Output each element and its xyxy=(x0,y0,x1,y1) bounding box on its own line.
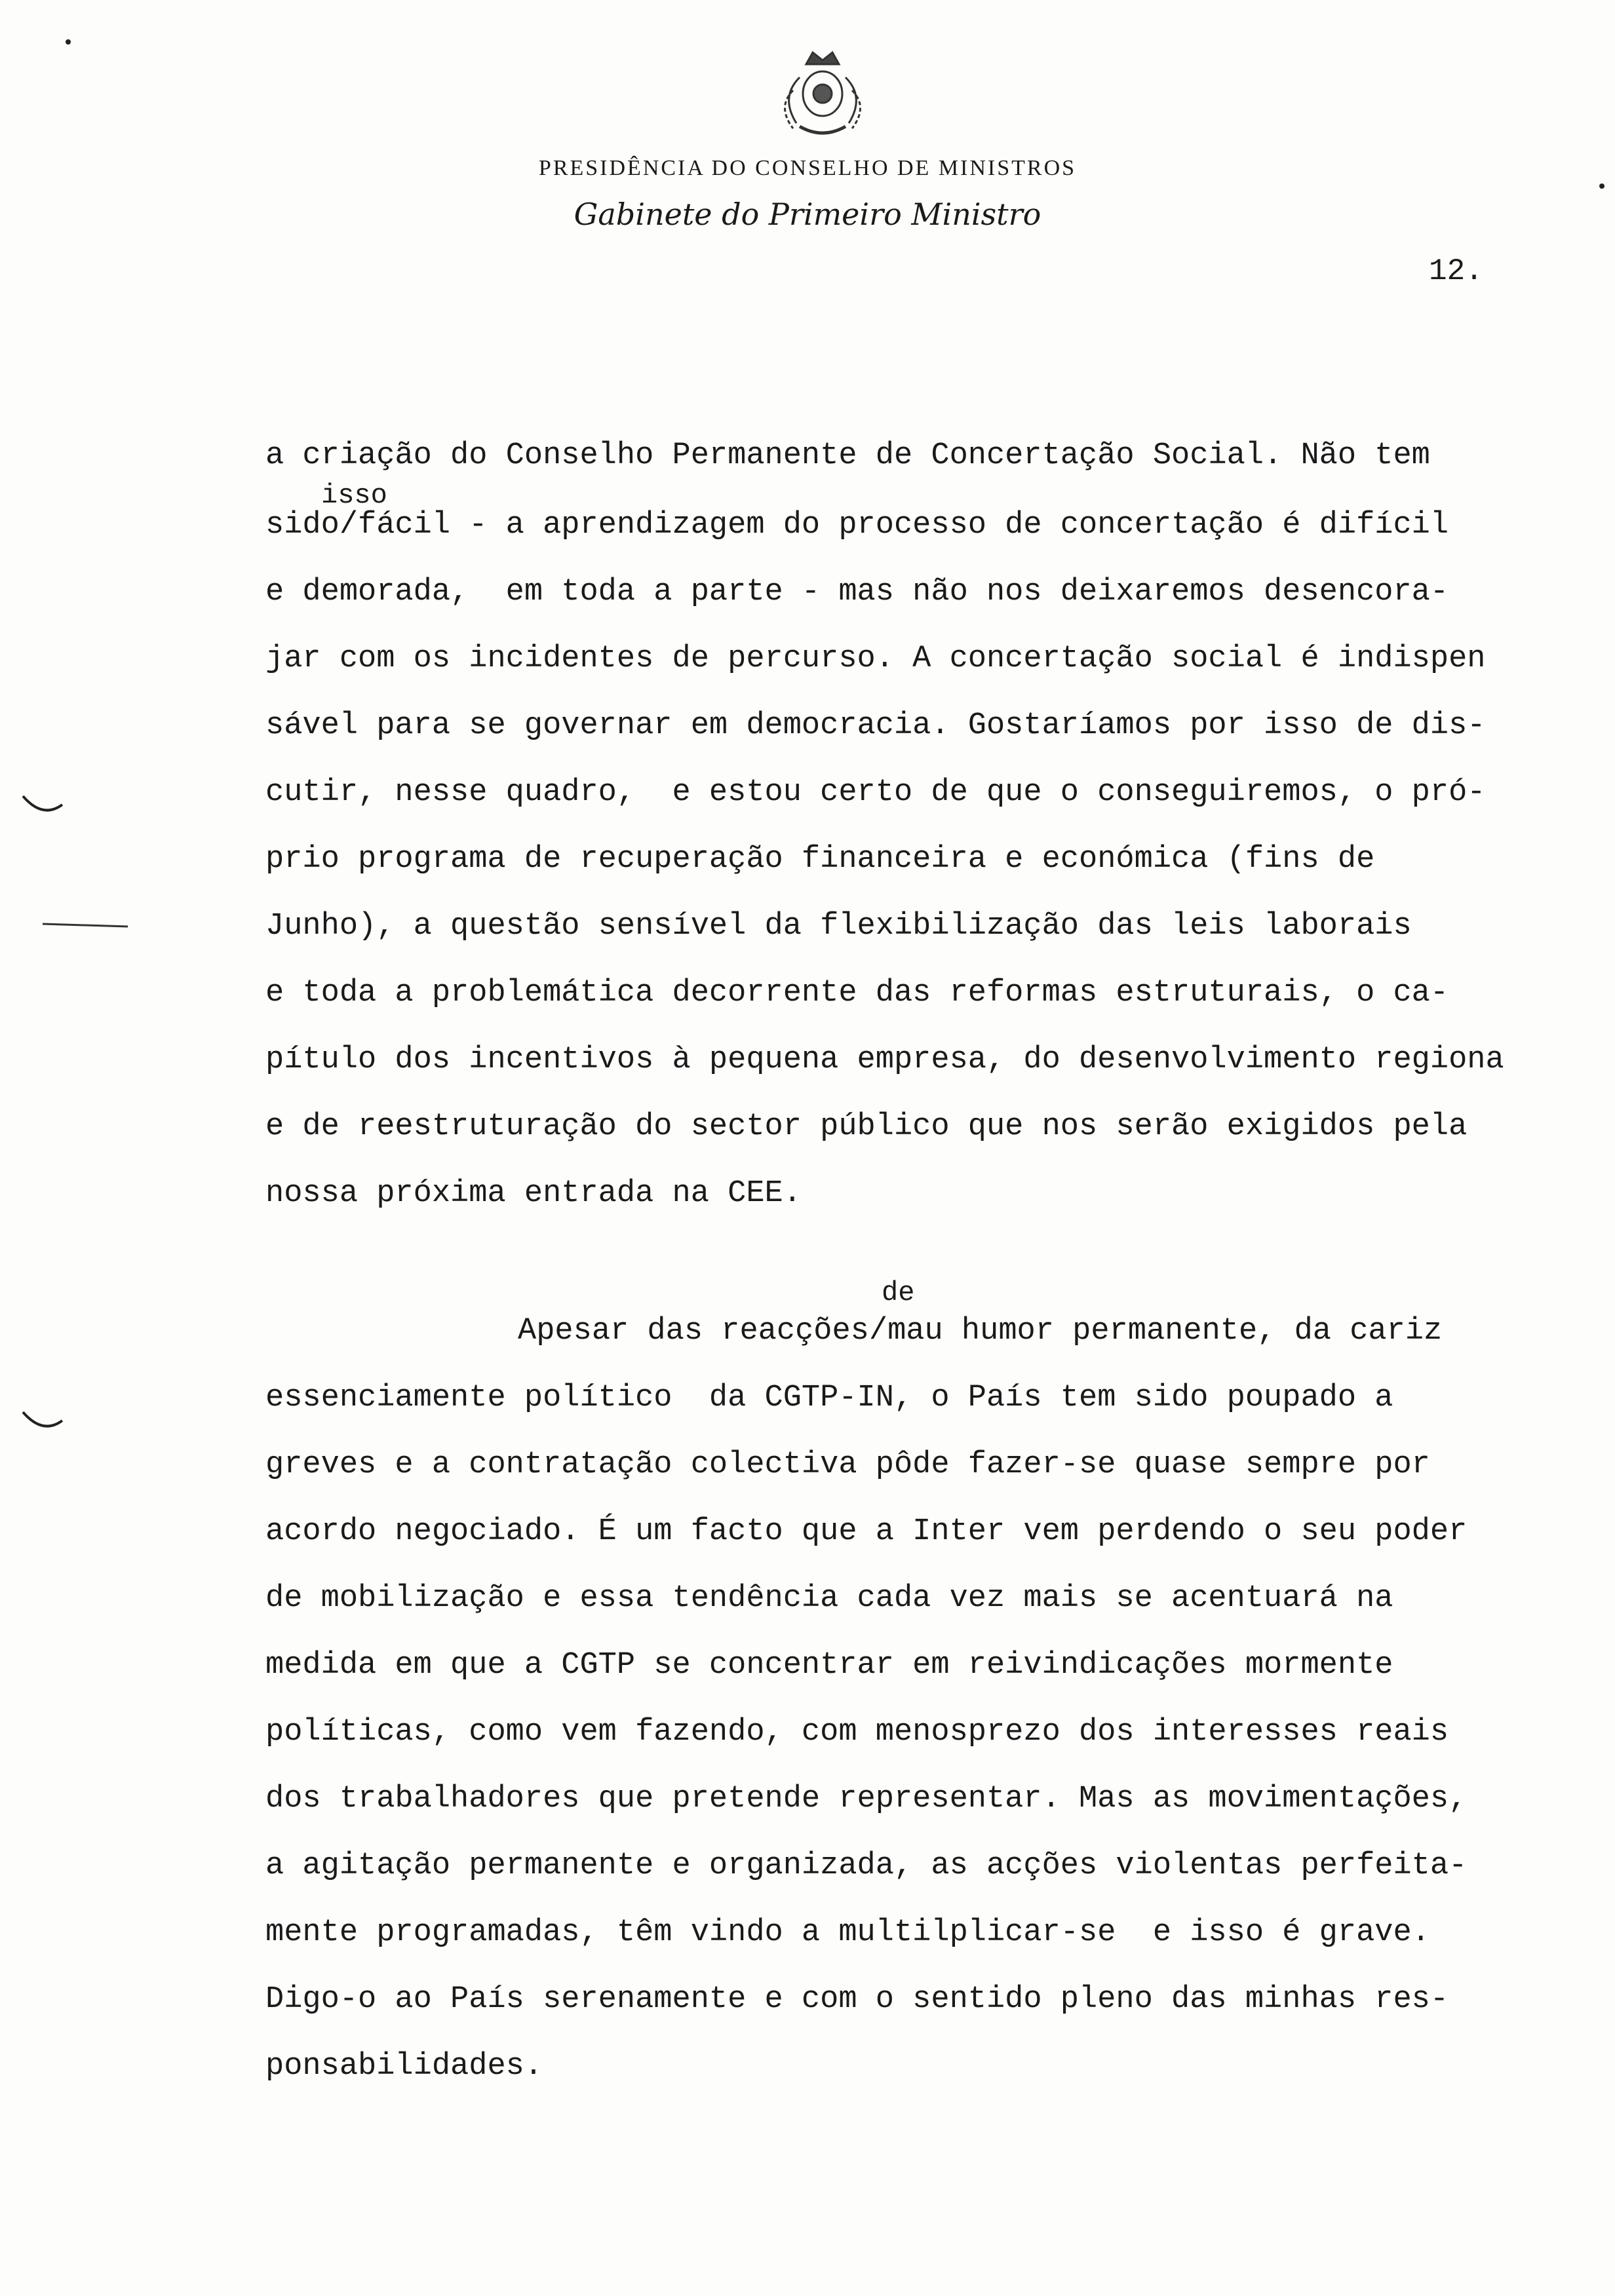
text-line: ponsabilidades. xyxy=(265,2049,543,2084)
page-number: 12. xyxy=(1429,254,1483,288)
text-line: e de reestruturação do sector público que nos serão exigidos pela xyxy=(265,1109,1468,1144)
text-line: sido/fácil - a aprendizagem do processo de concertação é difícil xyxy=(265,508,1449,543)
text-line: Junho), a questão sensível da flexibilização das leis laborais xyxy=(265,909,1412,944)
text-line: de mobilização e essa tendência cada vez mais se acentuará na xyxy=(265,1581,1393,1616)
text-line: a criação do Conselho Permanente de Concertação Social. Não tem xyxy=(265,438,1430,473)
text-line: jar com os incidentes de percurso. A concertação social é indispen xyxy=(265,641,1486,676)
coat-of-arms-emblem xyxy=(767,45,878,143)
scan-dot xyxy=(1599,183,1605,189)
text-line: sável para se governar em democracia. Gostaríamos por isso de dis- xyxy=(265,708,1486,743)
text-line: a agitação permanente e organizada, as acções violentas perfeita- xyxy=(265,1848,1468,1883)
text-line: essenciamente político da CGTP-IN, o País tem sido poupado a xyxy=(265,1381,1393,1415)
margin-mark xyxy=(20,1409,66,1435)
text-line: políticas, como vem fazendo, com menosprezo dos interesses reais xyxy=(265,1715,1449,1750)
text-line: e demorada, em toda a parte - mas não nos deixaremos desencora- xyxy=(265,575,1449,609)
text-line: acordo negociado. É um facto que a Inter vem perdendo o seu poder xyxy=(265,1514,1468,1549)
text-line: Apesar das reacções/mau humor permanente, da cariz xyxy=(518,1314,1443,1349)
text-line: dos trabalhadores que pretende representar. Mas as movimentações, xyxy=(265,1782,1468,1816)
organization-name: PRESIDÊNCIA DO CONSELHO DE MINISTROS xyxy=(538,156,1077,180)
text-line: e toda a problemática decorrente das reformas estruturais, o ca- xyxy=(265,976,1449,1010)
handwritten-insertion: de xyxy=(882,1277,915,1309)
scan-dot xyxy=(66,39,71,45)
text-line: greves e a contratação colectiva pôde fazer-se quase sempre por xyxy=(265,1447,1430,1482)
text-line: medida em que a CGTP se concentrar em reivindicações mormente xyxy=(265,1648,1393,1683)
text-line: mente programadas, têm vindo a multilplicar-se e isso é grave. xyxy=(265,1915,1430,1950)
margin-dash xyxy=(39,917,131,930)
text-line: prio programa de recuperação financeira e económica (fins de xyxy=(265,842,1375,877)
office-name: Gabinete do Primeiro Ministro xyxy=(574,197,1041,232)
text-line: cutir, nesse quadro, e estou certo de que o conseguiremos, o pró- xyxy=(265,775,1486,810)
text-line: Digo-o ao País serenamente e com o sentido pleno das minhas res- xyxy=(265,1982,1449,2017)
handwritten-insertion: isso xyxy=(321,480,387,511)
text-line: nossa próxima entrada na CEE. xyxy=(265,1176,802,1211)
text-line: pítulo dos incentivos à pequena empresa, do desenvolvimento regiona xyxy=(265,1043,1504,1077)
margin-mark xyxy=(20,793,66,819)
